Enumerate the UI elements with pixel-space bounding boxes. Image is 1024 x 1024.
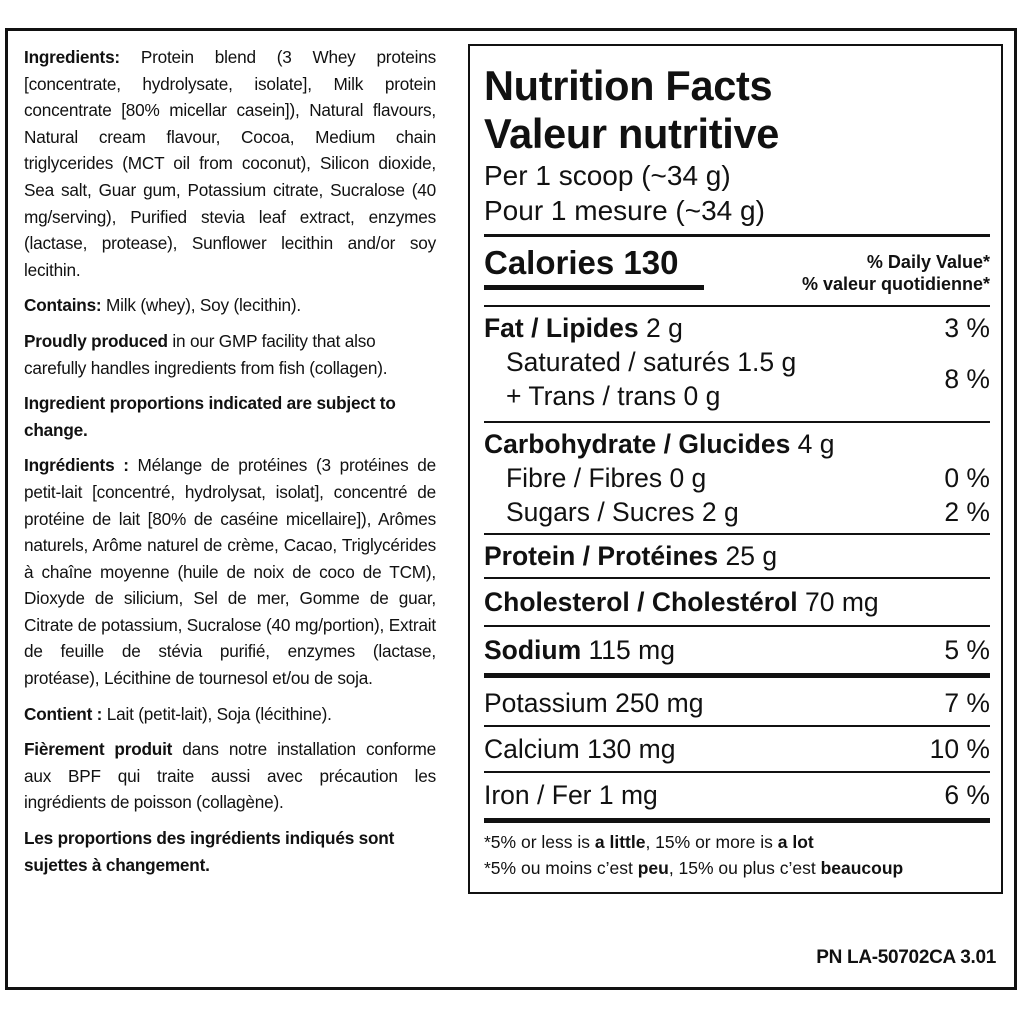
proudly-en-text: in our GMP facility that also carefully handles ingredients from fish (collagen). — [24, 330, 388, 378]
sodium-label: Sodium — [484, 635, 582, 665]
contains-en-text: Milk (whey), Soy (lecithin). — [101, 295, 301, 316]
sugars-label: Sugars / Sucres 2 g — [506, 497, 739, 527]
daily-value-en: % Daily Value* — [866, 252, 990, 272]
sodium-dv: 5 % — [944, 635, 990, 665]
contains-en-label: Contains: — [24, 295, 102, 316]
carbohydrate-amount: 4 g — [790, 429, 835, 459]
footnote-en — [484, 829, 990, 855]
protein-label: Protein / Protéines — [484, 541, 719, 571]
fibre-dv: 0 % — [944, 463, 990, 493]
contains-fr — [24, 701, 436, 728]
saturated-row — [484, 345, 796, 379]
proportions-fr — [24, 825, 436, 878]
carbohydrate-row — [484, 427, 990, 461]
divider — [484, 305, 990, 307]
proudly-fr-label: Fièrement produit — [24, 739, 173, 760]
divider-thick — [484, 673, 990, 678]
saturated-trans-dv: 8 % — [944, 364, 990, 394]
serving-size-en: Per 1 scoop (~34 g) — [484, 160, 731, 191]
carbohydrate-label: Carbohydrate / Glucides — [484, 429, 791, 459]
saturated-label: Saturated / saturés 1.5 g — [506, 347, 797, 377]
iron-label: Iron / Fer 1 mg — [484, 780, 658, 810]
divider — [484, 533, 990, 535]
ingredients-en-text: Protein blend (3 Whey proteins [concentrate, hydrolysate, isolate], Milk protein concentrate [80% micellar casein]), Natural flavours, Natural cream flavour, Cocoa, Medium chain triglycerides (MCT oil from coconut), Silicon dioxide, Sea salt, Guar gum, Potassium citrate, Sucralose (40 mg/serving), Purified stevia leaf extract, enzymes (lactase, protease), Sunflower lecithin and/or soy lecithin. — [24, 47, 436, 280]
footnote-en-bold: a little — [594, 832, 646, 852]
ingredients-fr-label: Ingrédients : — [24, 455, 129, 476]
ingredients-fr-text: Mélange de protéines (3 protéines de petit-lait [concentré, hydrolysat, isolat], concentré de protéine de lait [80% de caséine micellaire]), Arômes naturels, Arôme naturel de crème, Cacao, Triglycérides à chaîne moyenne (huile de noix de coco de TCM), Dioxyde de silicium, Sel de mer, Gomme de guar, Citrate de potassium, Sucralose (40 mg/portion), Extrait de feuille de stévia purifié, enzymes (lactase, protéase), Lécithine de tournesol et/ou de soja. — [24, 455, 436, 689]
proudly-produced-en — [24, 328, 436, 381]
contains-en — [24, 292, 436, 319]
cholesterol-amount: 70 mg — [797, 587, 879, 617]
footnote-fr — [484, 855, 990, 881]
iron-dv: 6 % — [944, 780, 990, 810]
daily-value-fr: % valeur quotidienne* — [801, 274, 990, 294]
calcium-dv: 10 % — [929, 734, 990, 764]
divider — [484, 421, 990, 423]
ingredients-en — [24, 44, 436, 283]
daily-value-header — [802, 243, 990, 295]
divider-thick — [484, 818, 990, 823]
calories-row — [484, 243, 990, 295]
serving-size-fr: Pour 1 mesure (~34 g) — [484, 195, 765, 226]
nutrition-title-fr: Valeur nutritive — [484, 110, 780, 157]
calories-label: Calories — [484, 244, 615, 281]
footnote-fr-bold: beaucoup — [820, 858, 904, 878]
proportions-fr-text: Les proportions des ingrédients indiqués sont sujettes à changement. — [24, 828, 395, 875]
fat-dv: 3 % — [944, 313, 990, 343]
footnote-en-bold: a lot — [777, 832, 814, 852]
divider — [484, 625, 990, 627]
fibre-label: Fibre / Fibres 0 g — [506, 463, 707, 493]
ingredients-en-label: Ingredients: — [24, 47, 120, 67]
nutrition-facts-panel — [468, 44, 1003, 894]
protein-row — [484, 539, 990, 573]
calcium-label: Calcium 130 mg — [484, 734, 676, 764]
footnote-fr-part: *5% ou moins c’est — [484, 858, 638, 878]
fat-amount: 2 g — [638, 313, 683, 343]
fat-row — [484, 311, 990, 345]
ingredients-fr — [24, 452, 436, 691]
proudly-produced-fr — [24, 736, 436, 816]
footnote-en-part: *5% or less is — [484, 832, 595, 852]
cholesterol-label: Cholesterol / Cholestérol — [484, 587, 798, 617]
footnote-fr-part: , 15% ou plus c’est — [668, 858, 821, 878]
ingredients-column — [24, 44, 436, 887]
sugars-row — [484, 495, 990, 529]
potassium-dv: 7 % — [944, 688, 990, 718]
part-number: PN LA-50702CA 3.01 — [816, 947, 996, 968]
sugars-dv: 2 % — [944, 497, 990, 527]
protein-amount: 25 g — [718, 541, 778, 571]
cholesterol-row — [484, 585, 990, 619]
proportions-en-text: Ingredient proportions indicated are subject to change. — [24, 393, 396, 440]
footnote-fr-bold: peu — [637, 858, 669, 878]
sodium-row — [484, 633, 990, 667]
iron-row — [484, 778, 990, 812]
saturated-trans-group — [484, 345, 990, 413]
proudly-en-label: Proudly produced — [24, 330, 168, 351]
fat-label: Fat / Lipides — [484, 313, 639, 343]
contains-fr-label: Contient : — [24, 703, 103, 724]
trans-row — [484, 379, 796, 413]
potassium-row — [484, 686, 990, 720]
nutrition-title-en: Nutrition Facts — [484, 62, 773, 109]
contains-fr-text: Lait (petit-lait), Soja (lécithine). — [102, 703, 332, 724]
divider — [484, 771, 990, 773]
calories — [484, 243, 704, 285]
footnote-en-part: , 15% or more is — [645, 832, 778, 852]
sodium-amount: 115 mg — [581, 635, 675, 665]
proportions-en — [24, 390, 436, 443]
potassium-label: Potassium 250 mg — [484, 688, 704, 718]
calcium-row — [484, 732, 990, 766]
calories-underline — [484, 285, 704, 290]
divider — [484, 577, 990, 579]
divider — [484, 234, 990, 237]
divider — [484, 725, 990, 727]
trans-label: + Trans / trans 0 g — [506, 381, 721, 411]
proudly-fr-text: dans notre installation conforme aux BPF qui traite aussi avec précaution les ingrédients de poisson (collagène). — [24, 739, 436, 813]
calories-value: 130 — [623, 244, 679, 281]
fibre-row — [484, 461, 990, 495]
